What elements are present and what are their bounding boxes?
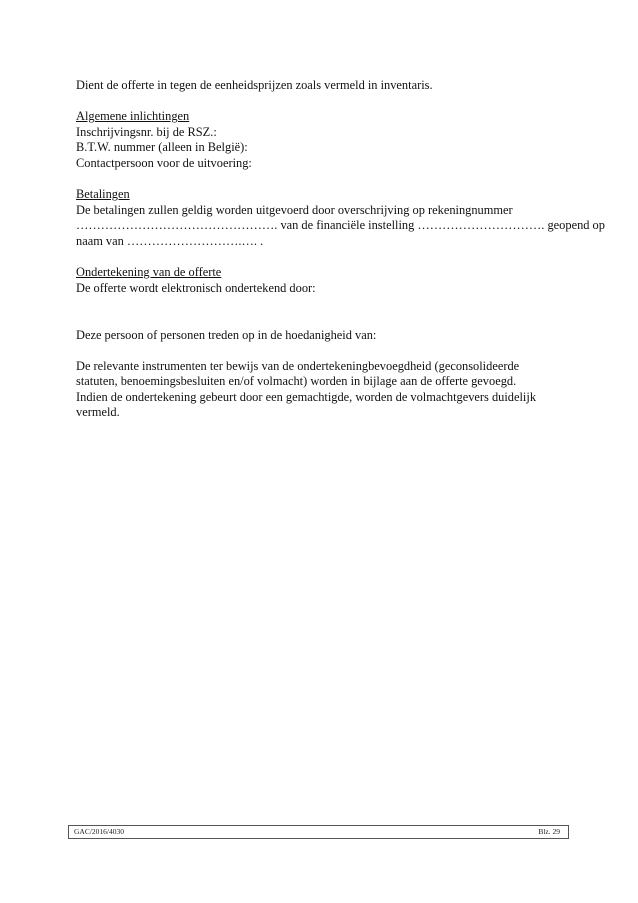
- proof-line-4: vermeld.: [76, 405, 120, 420]
- document-reference: GAC/2016/4030: [74, 827, 125, 836]
- payments-line-1: De betalingen zullen geldig worden uitgevoerd door overschrijving op rekeningnummer: [76, 202, 513, 217]
- proof-line-2: statuten, benoemingsbesluiten en/of volmacht) worden in bijlage aan de offerte gevoegd.: [76, 374, 517, 389]
- payments-line-3: naam van ……………………….…. .: [76, 233, 264, 248]
- signing-heading: Ondertekening van de offerte: [76, 265, 222, 280]
- spacer: [76, 296, 566, 327]
- spacer: [76, 172, 566, 188]
- general-info-heading: Algemene inlichtingen: [76, 109, 190, 124]
- intro-text: Dient de offerte in tegen de eenheidsprijzen zoals vermeld in inventaris.: [76, 78, 433, 92]
- capacity-text: Deze persoon of personen treden op in de hoedanigheid van:: [76, 327, 377, 342]
- spacer: [76, 343, 566, 359]
- payments-line-2: …………………………………………. van de financiële instelling …………………………. geopend op: [76, 218, 605, 233]
- spacer: [76, 94, 566, 110]
- spacer: [76, 250, 566, 266]
- proof-line-1: De relevante instrumenten ter bewijs van de ondertekeningbevoegdheid (geconsolideerde: [76, 358, 520, 373]
- page-footer: [68, 825, 569, 839]
- document-body: [76, 78, 605, 421]
- contact-person-label: Contactpersoon voor de uitvoering:: [76, 155, 252, 170]
- vat-number-label: B.T.W. nummer (alleen in België):: [76, 140, 248, 155]
- page-number: Blz. 29: [538, 827, 560, 836]
- rsz-number-label: Inschrijvingsnr. bij de RSZ.:: [76, 124, 217, 139]
- payments-heading: Betalingen: [76, 187, 130, 202]
- signing-text: De offerte wordt elektronisch ondertekend door:: [76, 280, 316, 295]
- proof-line-3: Indien de ondertekening gebeurt door een gemachtigde, worden de volmachtgevers duidelijk: [76, 389, 537, 404]
